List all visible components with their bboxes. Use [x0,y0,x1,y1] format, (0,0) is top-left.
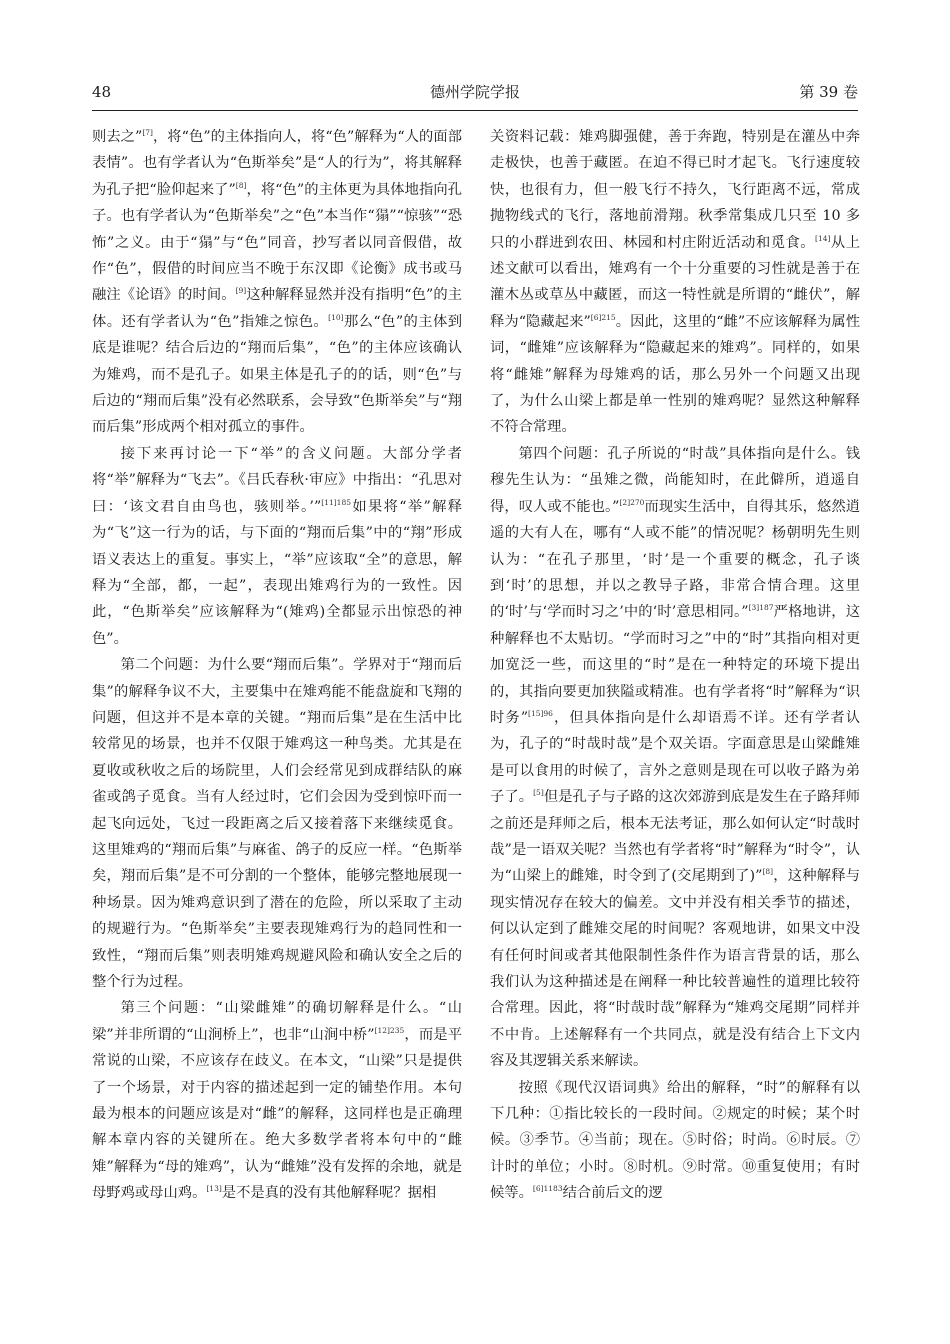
paragraph [92,441,462,652]
paragraph [490,124,860,441]
text-run: 则去之” [92,129,143,145]
right-column [490,124,860,1207]
text-run: 。因此，这里的“雌”不应该解释为属性词，“雌雉”应该解释为“隐藏起来的雉鸡”。同样的，如果将“雌雉”解释为母雉鸡的话，那么另外一个问题又出现了，为什么山梁上都是单一性别的雉鸡呢？显然这种解释不符合常理。 [490,313,860,436]
text-run: ，但具体指向是什么却语焉不详。还有学者认为，孔子的“时哉时哉”是个双关语。字面意思是山梁雌雉是可以食用的时候了，言外之意则是现在可以收子路为弟子了。 [490,709,860,806]
text-run: 结合前后文的逻 [562,1185,663,1202]
text-run: 按照《现代汉语词典》给出的解释，“时”的解释有以下几种：①指比较长的一段时间。②规定的时候；某个时候。③季节。④当前；现在。⑤时俗；时尚。⑥时辰。⑦计时的单位；小时。⑧时机。⑨时常。⑩重复使用；有时候等。 [490,1079,860,1202]
citation-ref[interactable]: [5] [533,788,544,798]
text-run: 第三个问题：“山梁雌雉”的确切解释是什么。“山梁”并非所谓的“山涧桥上”，也非“山涧中桥” [92,1000,462,1043]
citation-ref[interactable]: [8] [235,180,247,190]
text-run: ，将“色”的主体更为具体地指向孔子。也有学者认为“色斯举矣”之“色”本当作“𤠐”“惊骇”“恐怖”之义。由于“𤠐”与“色”同音，抄写者以同音假借，故作“色”，假借的时间应当不晚于东汉即《论衡》成书或马融注《论语》的时间。 [92,181,462,304]
volume-label: 第 39 卷 [799,83,858,101]
header-rule [92,110,858,111]
citation-ref[interactable]: [2]270 [619,497,645,507]
paragraph [92,995,462,1206]
running-header [92,80,858,108]
left-column [92,124,462,1207]
text-run: 如果将“举”解释为“飞”这一行为的话，与下面的“翔而后集”中的“翔”形成语义表达上的重复。事实上，“举”应该取“全”的意思，解释为“全部，都，一起”，表现出雉鸡行为的一致性。因此，“色斯举矣”应该解释为“(雉鸡)全都显示出惊恐的神色”。 [92,498,462,647]
citation-ref[interactable]: [6]1183 [532,1184,563,1194]
text-run: ，而是平常说的山梁，不应该存在歧义。在本文，“山梁”只是提供了一个场景，对于内容的描述起到一定的铺垫作用。本句最为根本的问题应该是对“雌”的解释，这同样也是正确理解本章内容的关键所在。绝大多数学者将本句中的“雌雉”解释为“母的雉鸡”，认为“雌雉”没有发挥的余地，就是母野鸡或母山鸡。 [92,1026,462,1202]
journal-title: 德州学院学报 [429,83,520,101]
text-run: 第四个问题：孔子所说的“时哉”具体指向是什么。钱穆先生认为：“虽雉之微，尚能知时，在此僻所，逍遥自得，叹人或不能也。” [490,445,860,515]
text-run: 严格地讲，这种解释也不太贴切。“学而时习之”中的“时”其指向相对更加宽泛一些，而这里的“时”是在一种特定的环境下提出的，其指向要更加狭隘或精准。也有学者将“时”解释为“识时务” [490,604,860,726]
text-run: ，将“色”的主体指向人，将“色”解释为“人的面部表情”。也有学者认为“色斯举矣”是“人的行为”，将其解释为孔子把“脸仰起来了” [92,129,462,198]
text-run: 那么“色”的主体到底是谁呢？结合后边的“翔而后集”，“色”的主体应该确认为雉鸡，而不是孔子。如果主体是孔子的的话，则“色”与后边的“翔而后集”没有必然联系，会导致“色斯举矣”与“翔而后集”形成两个相对孤立的事件。 [92,313,462,436]
text-run: 但是孔子与子路的这次郊游到底是发生在子路拜师之前还是拜师之后，根本无法考证，那么如何认定“时哉时哉”是一语双关呢？当然也有学者将“时”解释为“时令”，认为“山梁上的雌雉，时令到了(交尾期到了)” [490,789,860,885]
citation-ref[interactable]: [8] [762,867,774,877]
citation-ref[interactable]: [10] [328,312,344,322]
paragraph [92,124,462,441]
citation-ref[interactable]: [9] [235,286,247,296]
paragraph: 第二个问题：为什么要“翔而后集”。学界对于“翔而后集”的解释争议不大，主要集中在雉鸡能不能盘旋和飞翔的问题，但这并不是本章的关键。“翔而后集”是在生活中比较常见的场景，也并不仅限于雉鸡这一种鸟类。尤其是在夏收或秋收之后的场院里，人们会经常见到成群结队的麻雀或鸽子觅食。当有人经过时，它们会因为受到惊吓而一起飞向远处，飞过一段距离之后又接着落下来继续觅食。这里雉鸡的“翔而后集”与麻雀、鸽子的反应一样。“色斯举矣，翔而后集”是不可分割的一个整体，能够完整地展现一种场景。因为雉鸡意识到了潜在的危险，所以采取了主动的规避行为。“色斯举矣”主要表现雉鸡行为的趋同性和一致性，“翔而后集”则表明雉鸡规避风险和确认安全之后的整个行为过程。 [92,657,462,990]
citation-ref[interactable]: [12]235 [374,1025,405,1035]
text-run: 这种解释显然并没有指明“色”的主体。还有学者认为“色”指雉之惊色。 [92,287,462,330]
citation-ref[interactable]: [11]185 [321,497,351,507]
citation-ref[interactable]: [7] [142,128,153,137]
text-run: 而现实生活中，自得其乐，悠然逍遥的大有人在，哪有“人或不能”的情况呢？杨朝明先生则认为：“在孔子那里，‘时’是一个重要的概念，孔子谈到‘时’的思想，并以之教导子路，非常合情合理。这里的‘时’与‘学而时习之’中的‘时’意思相同。” [490,498,860,621]
paragraph [490,1075,860,1207]
paragraph [490,441,860,1075]
text-run: 是不是真的没有其他解释呢？据相 [221,1185,437,1202]
citation-ref[interactable]: [3]187 [748,603,774,613]
text-run: 关资料记载：雉鸡脚强健，善于奔跑，特别是在灌丛中奔走极快，也善于藏匿。在迫不得已时才起飞。飞行速度较快，也很有力，但一般飞行不持久，飞行距离不远，常成抛物线式的飞行，落地前滑翔。秋季常集成几只至 10 多只的小群进到农田、林园和村庄附近活动和觅食。 [490,129,860,251]
text-run: 接下来再讨论一下“举”的含义问题。大部分学者将“举”解释为“飞去”。《吕氏春秋·审应》中指出：“孔思对曰：‘该文君自由鸟也，骇则举。’” [92,445,462,515]
text-run: 从上述文献可以看出，雉鸡有一个十分重要的习性就是善于在灌木丛或草丛中藏匿，而这一特性就是所谓的“雌伏”，解释为“隐藏起来” [490,234,861,330]
text-run: ，这种解释与现实情况存在较大的偏差。文中并没有相关季节的描述，何以认定到了雌雉交尾的时间呢？客观地讲，如果文中没有任何时间或者其他限制性条件作为语言背景的话，那么我们认为这种描述是在阐释一种比较普遍性的道理比较符合常理。因此，将“时哉时哉”解释为“雉鸡交尾期”同样并不中肯。上述解释有一个共同点，就是没有结合上下文内容及其逻辑关系来解读。 [490,868,861,1070]
citation-ref[interactable]: [14] [815,233,831,243]
page-number: 48 [92,83,112,101]
citation-ref[interactable]: [13] [206,1184,222,1194]
citation-ref[interactable]: [15]96 [528,708,553,718]
citation-ref[interactable]: [6]215 [590,312,616,322]
